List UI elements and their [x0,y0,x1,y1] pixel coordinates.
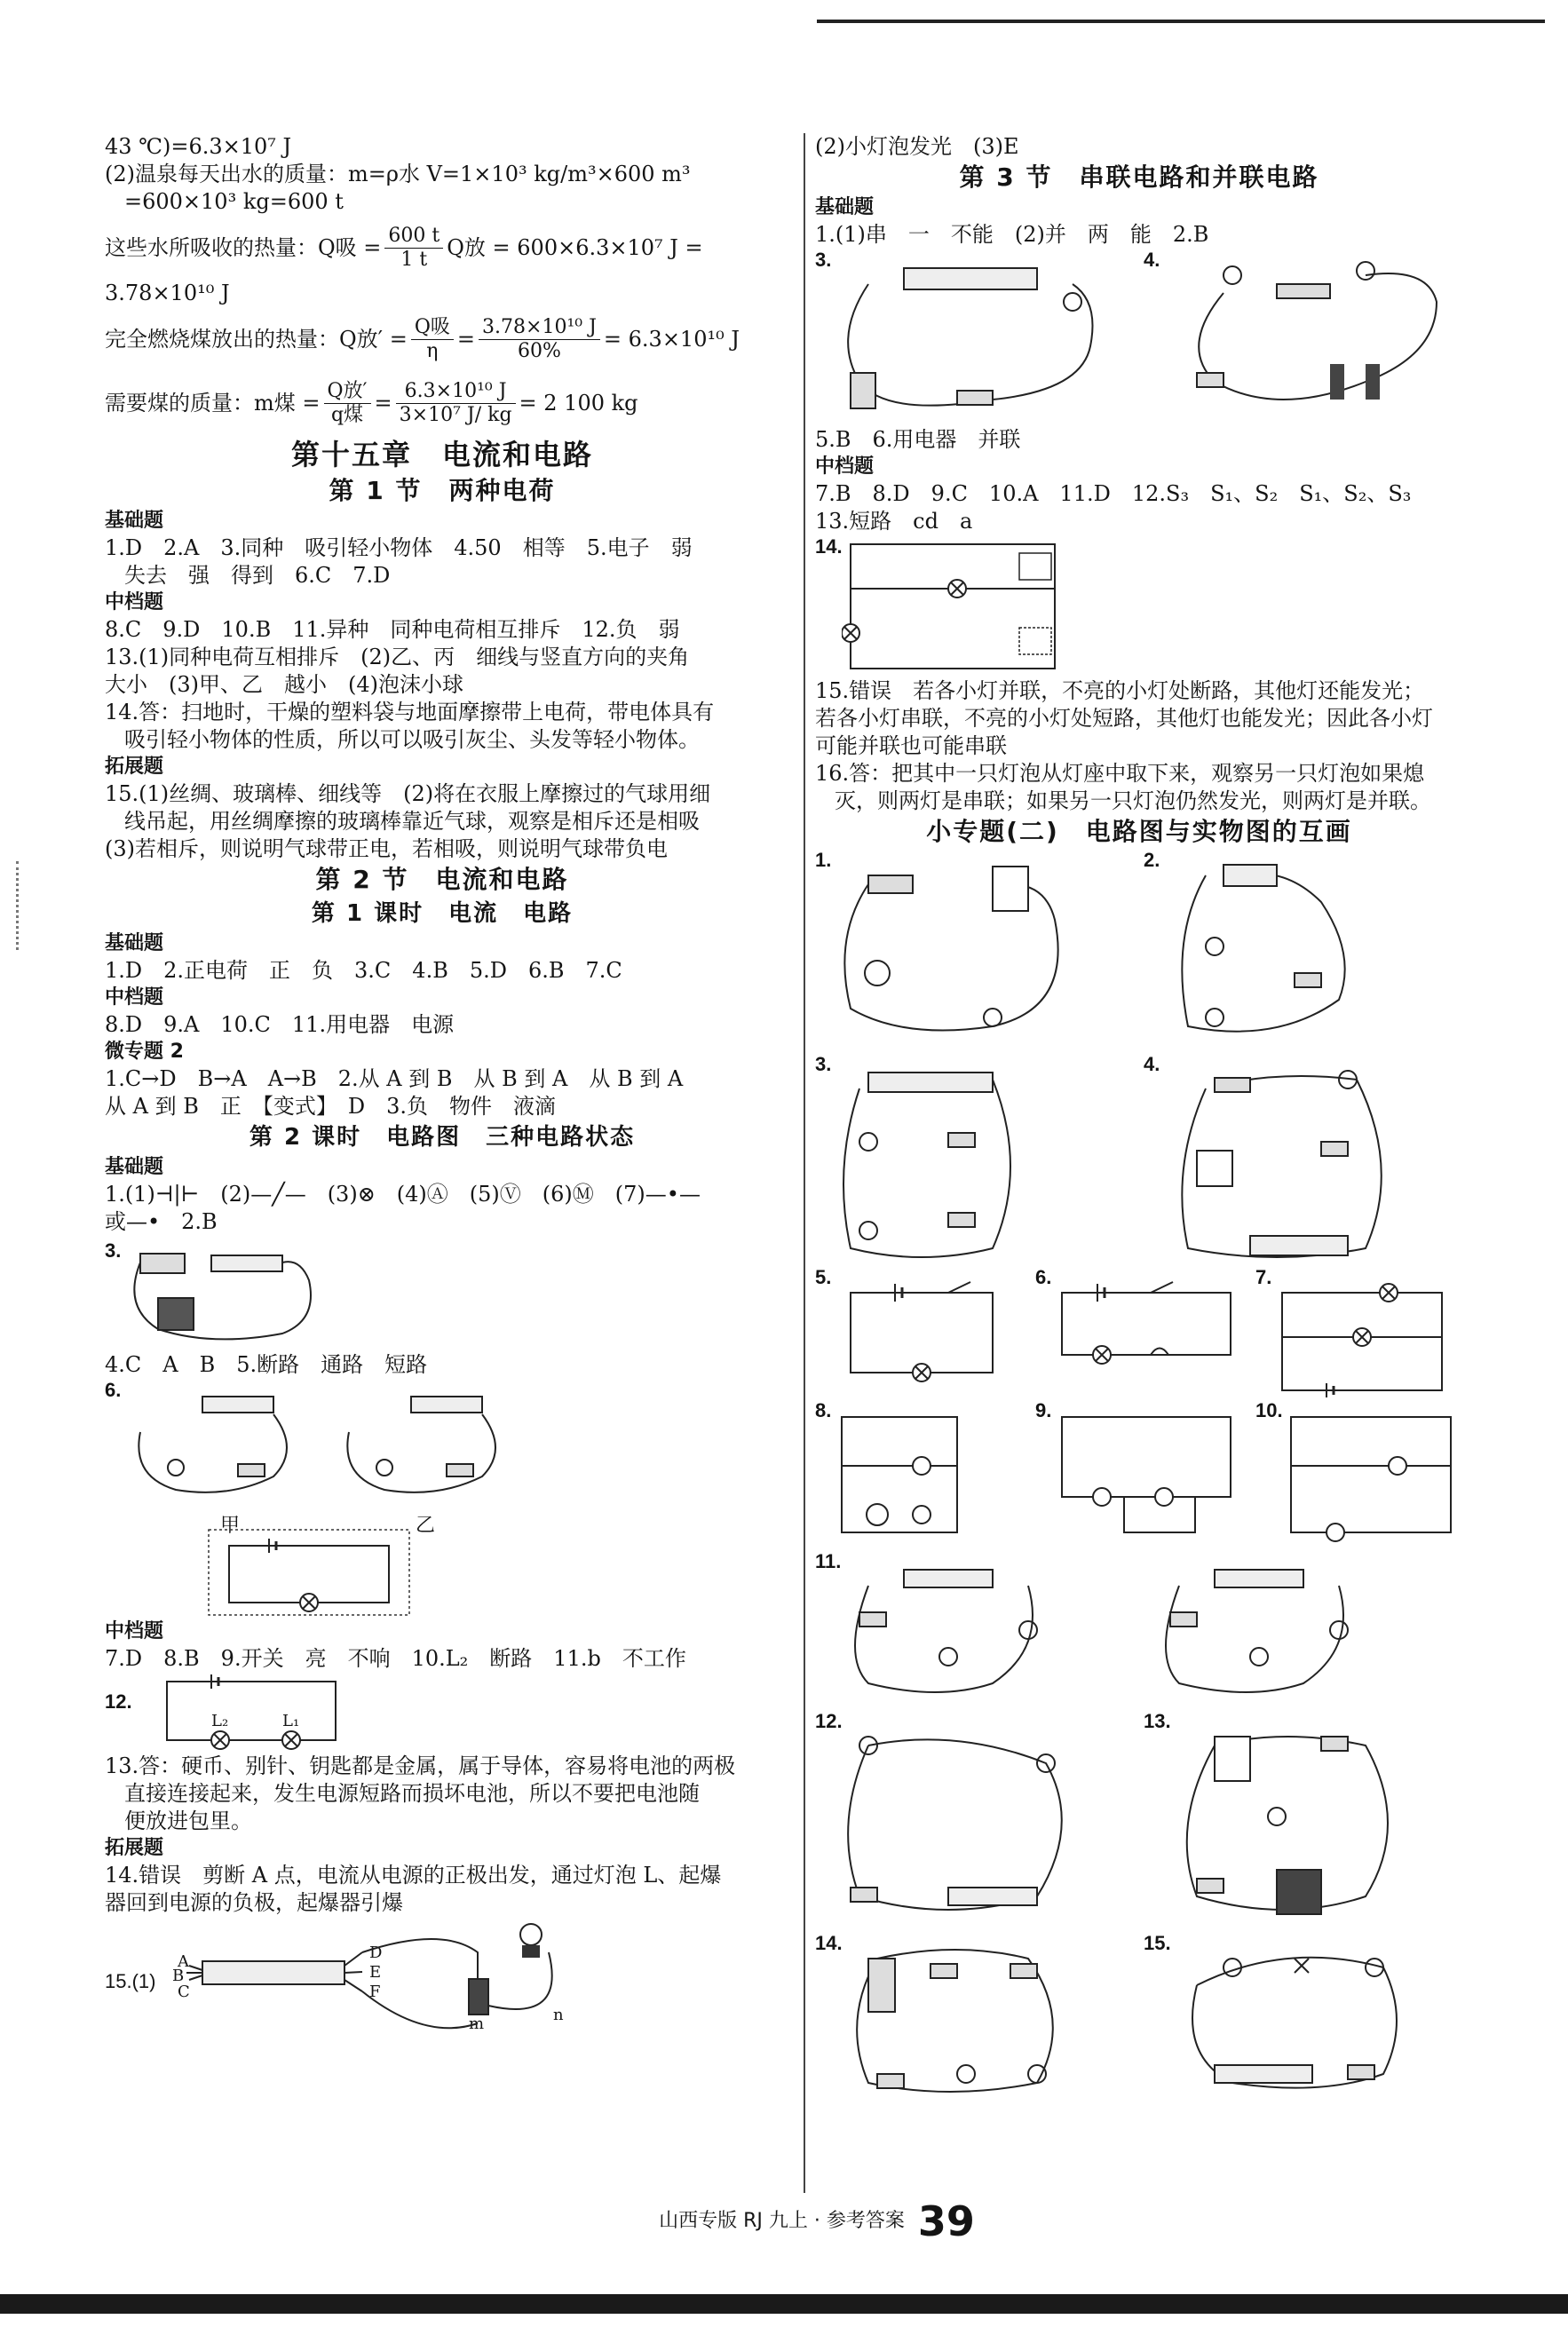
question-number: 10. [1255,1399,1283,1421]
answer-line: 若各小灯串联，不亮的小灯处短路，其他灯也能发光；因此各小灯 [815,706,1433,731]
answer-line: 灭，则两灯是串联；如果另一只灯泡仍然发光，则两灯是并联。 [835,788,1431,813]
denominator: 1 t [400,248,428,271]
page-number: 39 [917,2197,975,2245]
fraction [411,316,454,363]
lesson-title: 第 2 课时 电路图 三种电路状态 [249,1124,636,1151]
answer-line: (2)温泉每天出水的质量：m=ρ水 V=1×10³ kg/m³×600 m³ [105,162,691,186]
answer-line: 1.(1)⊣|⊢ (2)—╱— (3)⊗ (4)Ⓐ (5)Ⓥ (6)Ⓜ (7)—•— [105,1182,701,1207]
question-number: 11. [815,1550,842,1572]
numerator: Q放′ [324,380,371,404]
level-heading: 中档题 [105,1620,164,1642]
formula-text: 这些水所吸收的热量：Q吸 = [105,234,382,260]
figure-q15-left [105,1917,780,2050]
numerator: 3.78×10¹⁰ J [479,316,600,340]
denominator: 60% [518,339,561,362]
formula-text: = [456,326,476,352]
section-title: 第 2 节 电流和电路 [315,865,569,894]
level-heading: 基础题 [105,510,164,532]
figure-row-8-10 [815,1399,1463,1550]
answer-line: 1.D 2.A 3.同种 吸引轻小物体 4.50 相等 5.电子 弱 [105,535,693,560]
answer-line: 16.答：把其中一只灯泡从灯座中取下来，观察另一只灯泡如果熄 [815,761,1425,786]
circuit-drawing-jia-yi [123,1379,549,1512]
circuit-diagram [815,1399,1019,1550]
figure-cell [1144,1710,1463,1932]
margin-dots [16,861,22,950]
special-topic-title: 小专题(二) 电路图与实物图的互画 [926,817,1352,846]
answer-line: 便放进包里。 [124,1809,252,1833]
level-heading: 中档题 [105,591,164,613]
question-number: 8. [815,1399,832,1421]
answer-line: 8.C 9.D 10.B 11.异种 同种电荷相互排斥 12.负 弱 [105,617,680,642]
wire-label: D [369,1943,383,1962]
figure-q14-right [815,535,1463,677]
answer-line: 从 A 到 B 正 【变式】 D 3.负 物件 液滴 [105,1094,556,1119]
wire-label: m [469,2015,485,2033]
level-heading: 拓展题 [105,756,164,778]
question-number: 3. [815,1053,832,1075]
level-heading: 拓展题 [105,1837,164,1859]
circuit-diagram [1255,1266,1460,1399]
wire-label: n [553,2006,564,2024]
answer-line: 13.(1)同种电荷互相排斥 (2)乙、丙 细线与竖直方向的夹角 [105,645,690,669]
figure-cell [1144,1932,1463,2101]
answer-line: 14.答：扫地时，干燥的塑料袋与地面摩擦带上电荷，带电体具有 [105,700,715,724]
answer-line: 可能并联也可能串联 [815,733,1007,758]
circuit-drawing [1144,1710,1445,1932]
circuit-drawing [105,1236,371,1351]
level-heading: 基础题 [105,1156,164,1178]
fraction [384,225,443,272]
figure-cell [1035,1399,1248,1550]
question-number: 7. [1255,1266,1272,1288]
answer-line: =600×10³ kg=600 t [124,189,344,214]
figure-cell [1144,1550,1463,1710]
answer-line: 5.B 6.用电器 并联 [815,427,1021,452]
answer-line: 1.C→D B→A A→B 2.从 A 到 B 从 B 到 A 从 B 到 A [105,1066,684,1091]
figure-grid-11-15 [815,1550,1463,2101]
level-heading: 基础题 [105,932,164,954]
circuit-drawing [815,1710,1117,1932]
figure-cell [815,849,1135,1053]
fraction [324,380,371,427]
circuit-drawing [815,1550,1117,1710]
level-heading: 微专题 2 [105,1041,184,1063]
wire-label: C [178,1983,190,2001]
figure-cell [1255,1399,1469,1550]
right-column [815,133,1463,2101]
answer-line: 7.B 8.D 9.C 10.A 11.D 12.S₃ S₁、S₂ S₁、S₂、S₃ [815,481,1412,506]
answer-line: 15.错误 若各小灯并联，不亮的小灯处断路，其他灯还能发光； [815,678,1425,703]
circuit-drawing [1144,849,1445,1053]
figure-q3-q4-right [815,249,1463,426]
question-number: 14. [815,1932,843,1954]
question-number: 6. [105,1379,122,1401]
question-number: 12. [105,1690,132,1713]
answer-line: (3)若相斥，则说明气球带正电，若相吸，则说明气球带负电 [105,836,668,861]
question-number: 3. [105,1239,122,1262]
level-heading: 中档题 [105,986,164,1009]
question-number: 12. [815,1710,843,1732]
figure-cell [815,1399,1028,1550]
answer-line: 直接连接起来，发生电源短路而损坏电池，所以不要把电池随 [124,1781,700,1806]
question-number: 15. [1144,1932,1171,1954]
wire-label: E [369,1963,382,1982]
figure-q12-left [105,1673,780,1753]
column-divider [804,133,805,2193]
answer-line: 3.78×10¹⁰ J [105,281,230,305]
figure-label-yi: 乙 [416,1515,436,1537]
chapter-title: 第十五章 电流和电路 [290,438,593,471]
figure-q3-left [105,1236,780,1351]
formula-text: 完全燃烧煤放出的热量：Q放′ = [105,326,408,352]
circuit-diagram-dashed [207,1528,411,1617]
figure-cell [1255,1266,1469,1399]
figure-grid-1-4 [815,849,1463,1266]
lamp-label: L₂ [211,1712,229,1730]
formula-line [105,216,780,280]
figure-label-jia: 甲 [220,1515,241,1537]
figure-cell [815,1266,1028,1399]
denominator: 3×10⁷ J/ kg [399,403,512,426]
answer-line: 15.(1)丝绸、玻璃棒、细线等 (2)将在衣服上摩擦过的气球用细 [105,781,711,806]
answer-line: 大小 (3)甲、乙 越小 (4)泡沫小球 [105,672,463,697]
lesson-title: 第 1 课时 电流 电路 [311,900,574,927]
fraction [396,380,516,427]
wire-label: A [178,1952,189,1971]
denominator: η [426,339,439,362]
answer-line: 器回到电源的负极，起爆器引爆 [105,1890,403,1915]
answer-line: 43 ℃)=6.3×10⁷ J [105,134,292,159]
figure-row-5-7 [815,1266,1463,1399]
circuit-drawing [815,1932,1117,2101]
formula-text: = 2 100 kg [519,390,638,416]
formula-line [105,307,780,371]
bottom-bar [0,2294,1568,2314]
circuit-drawing [1144,1053,1445,1266]
answer-line: 1.(1)串 一 不能 (2)并 两 能 2.B [815,222,1209,247]
formula-text: Q放 = 600×6.3×10⁷ J = [447,234,703,260]
answer-line: 7.D 8.B 9.开关 亮 不响 10.L₂ 断路 11.b 不工作 [105,1646,686,1671]
answer-line: 8.D 9.A 10.C 11.用电器 电源 [105,1012,455,1037]
question-number: 2. [1144,849,1160,871]
question-number: 4. [1144,249,1160,271]
question-number: 4. [1144,1053,1160,1075]
formula-text: = [374,390,392,416]
question-number: 6. [1035,1266,1052,1288]
circuit-drawing [1144,1550,1445,1710]
question-number: 5. [815,1266,832,1288]
figure-cell [1144,849,1463,1053]
detonator-drawing [105,1917,637,2050]
section-title: 第 1 节 两种电荷 [329,476,556,505]
numerator: Q吸 [411,316,454,340]
answer-line: 或—• 2.B [105,1209,218,1234]
level-heading: 基础题 [815,196,875,218]
answer-line: 吸引轻小物体的性质，所以可以吸引灰尘、头发等轻小物体。 [124,727,700,752]
question-number: 14. [815,535,843,558]
circuit-drawing [1144,1932,1445,2101]
lamp-label: L₁ [282,1712,300,1730]
level-heading: 中档题 [815,455,875,478]
figure-cell [1144,1053,1463,1266]
answer-line: 线吊起，用丝绸摩擦的玻璃棒靠近气球，观察是相斥还是相吸 [124,809,700,834]
circuit-diagram [815,1266,1019,1399]
formula-text: 需要煤的质量：m煤 = [105,390,321,416]
circuit-drawing [815,849,1117,1053]
question-number: 9. [1035,1399,1052,1421]
answer-line: (2)小灯泡发光 (3)E [815,134,1019,159]
figure-cell [1035,1266,1248,1399]
circuit-diagram [842,535,1108,677]
circuit-diagram [1255,1399,1460,1550]
question-number: 13. [1144,1710,1171,1732]
fraction [479,316,600,363]
numerator: 6.3×10¹⁰ J [396,380,516,404]
figure-q6 [105,1379,780,1619]
figure-cell [815,1053,1135,1266]
answer-line: 失去 强 得到 6.C 7.D [124,563,391,588]
circuit-diagram-series [158,1673,353,1753]
answer-line: 13.短路 cd a [815,509,973,534]
wire-label: B [172,1967,185,1985]
answer-line: 14.错误 剪断 A 点，电流从电源的正极出发，通过灯泡 L、起爆 [105,1863,722,1888]
page-footer [568,2197,1065,2245]
figure-cell [815,1550,1135,1710]
numerator: 600 t [384,225,443,249]
left-column [105,133,780,2050]
answer-line: 4.C A B 5.断路 通路 短路 [105,1352,428,1377]
question-number: 1. [815,849,832,871]
section-title: 第 3 节 串联电路和并联电路 [959,162,1319,192]
figure-cell [815,1710,1135,1932]
circuit-drawing [815,1053,1117,1266]
top-rule [817,20,1545,23]
figure-cell [815,1932,1135,2101]
formula-text: = 6.3×10¹⁰ J [603,326,740,352]
denominator: q煤 [330,403,364,426]
circuit-drawings [815,249,1463,426]
formula-line [105,371,780,435]
answer-line: 1.D 2.正电荷 正 负 3.C 4.B 5.D 6.B 7.C [105,958,622,983]
answer-line: 13.答：硬币、别针、钥匙都是金属，属于导体，容易将电池的两极 [105,1753,736,1778]
circuit-diagram [1035,1399,1239,1550]
circuit-diagram [1035,1266,1239,1399]
question-number: 3. [815,249,832,271]
footer-text: 山西专版 RJ 九上 · 参考答案 [659,2210,905,2232]
wire-label: F [369,1983,381,2001]
question-number: 15.(1) [105,1970,156,1992]
